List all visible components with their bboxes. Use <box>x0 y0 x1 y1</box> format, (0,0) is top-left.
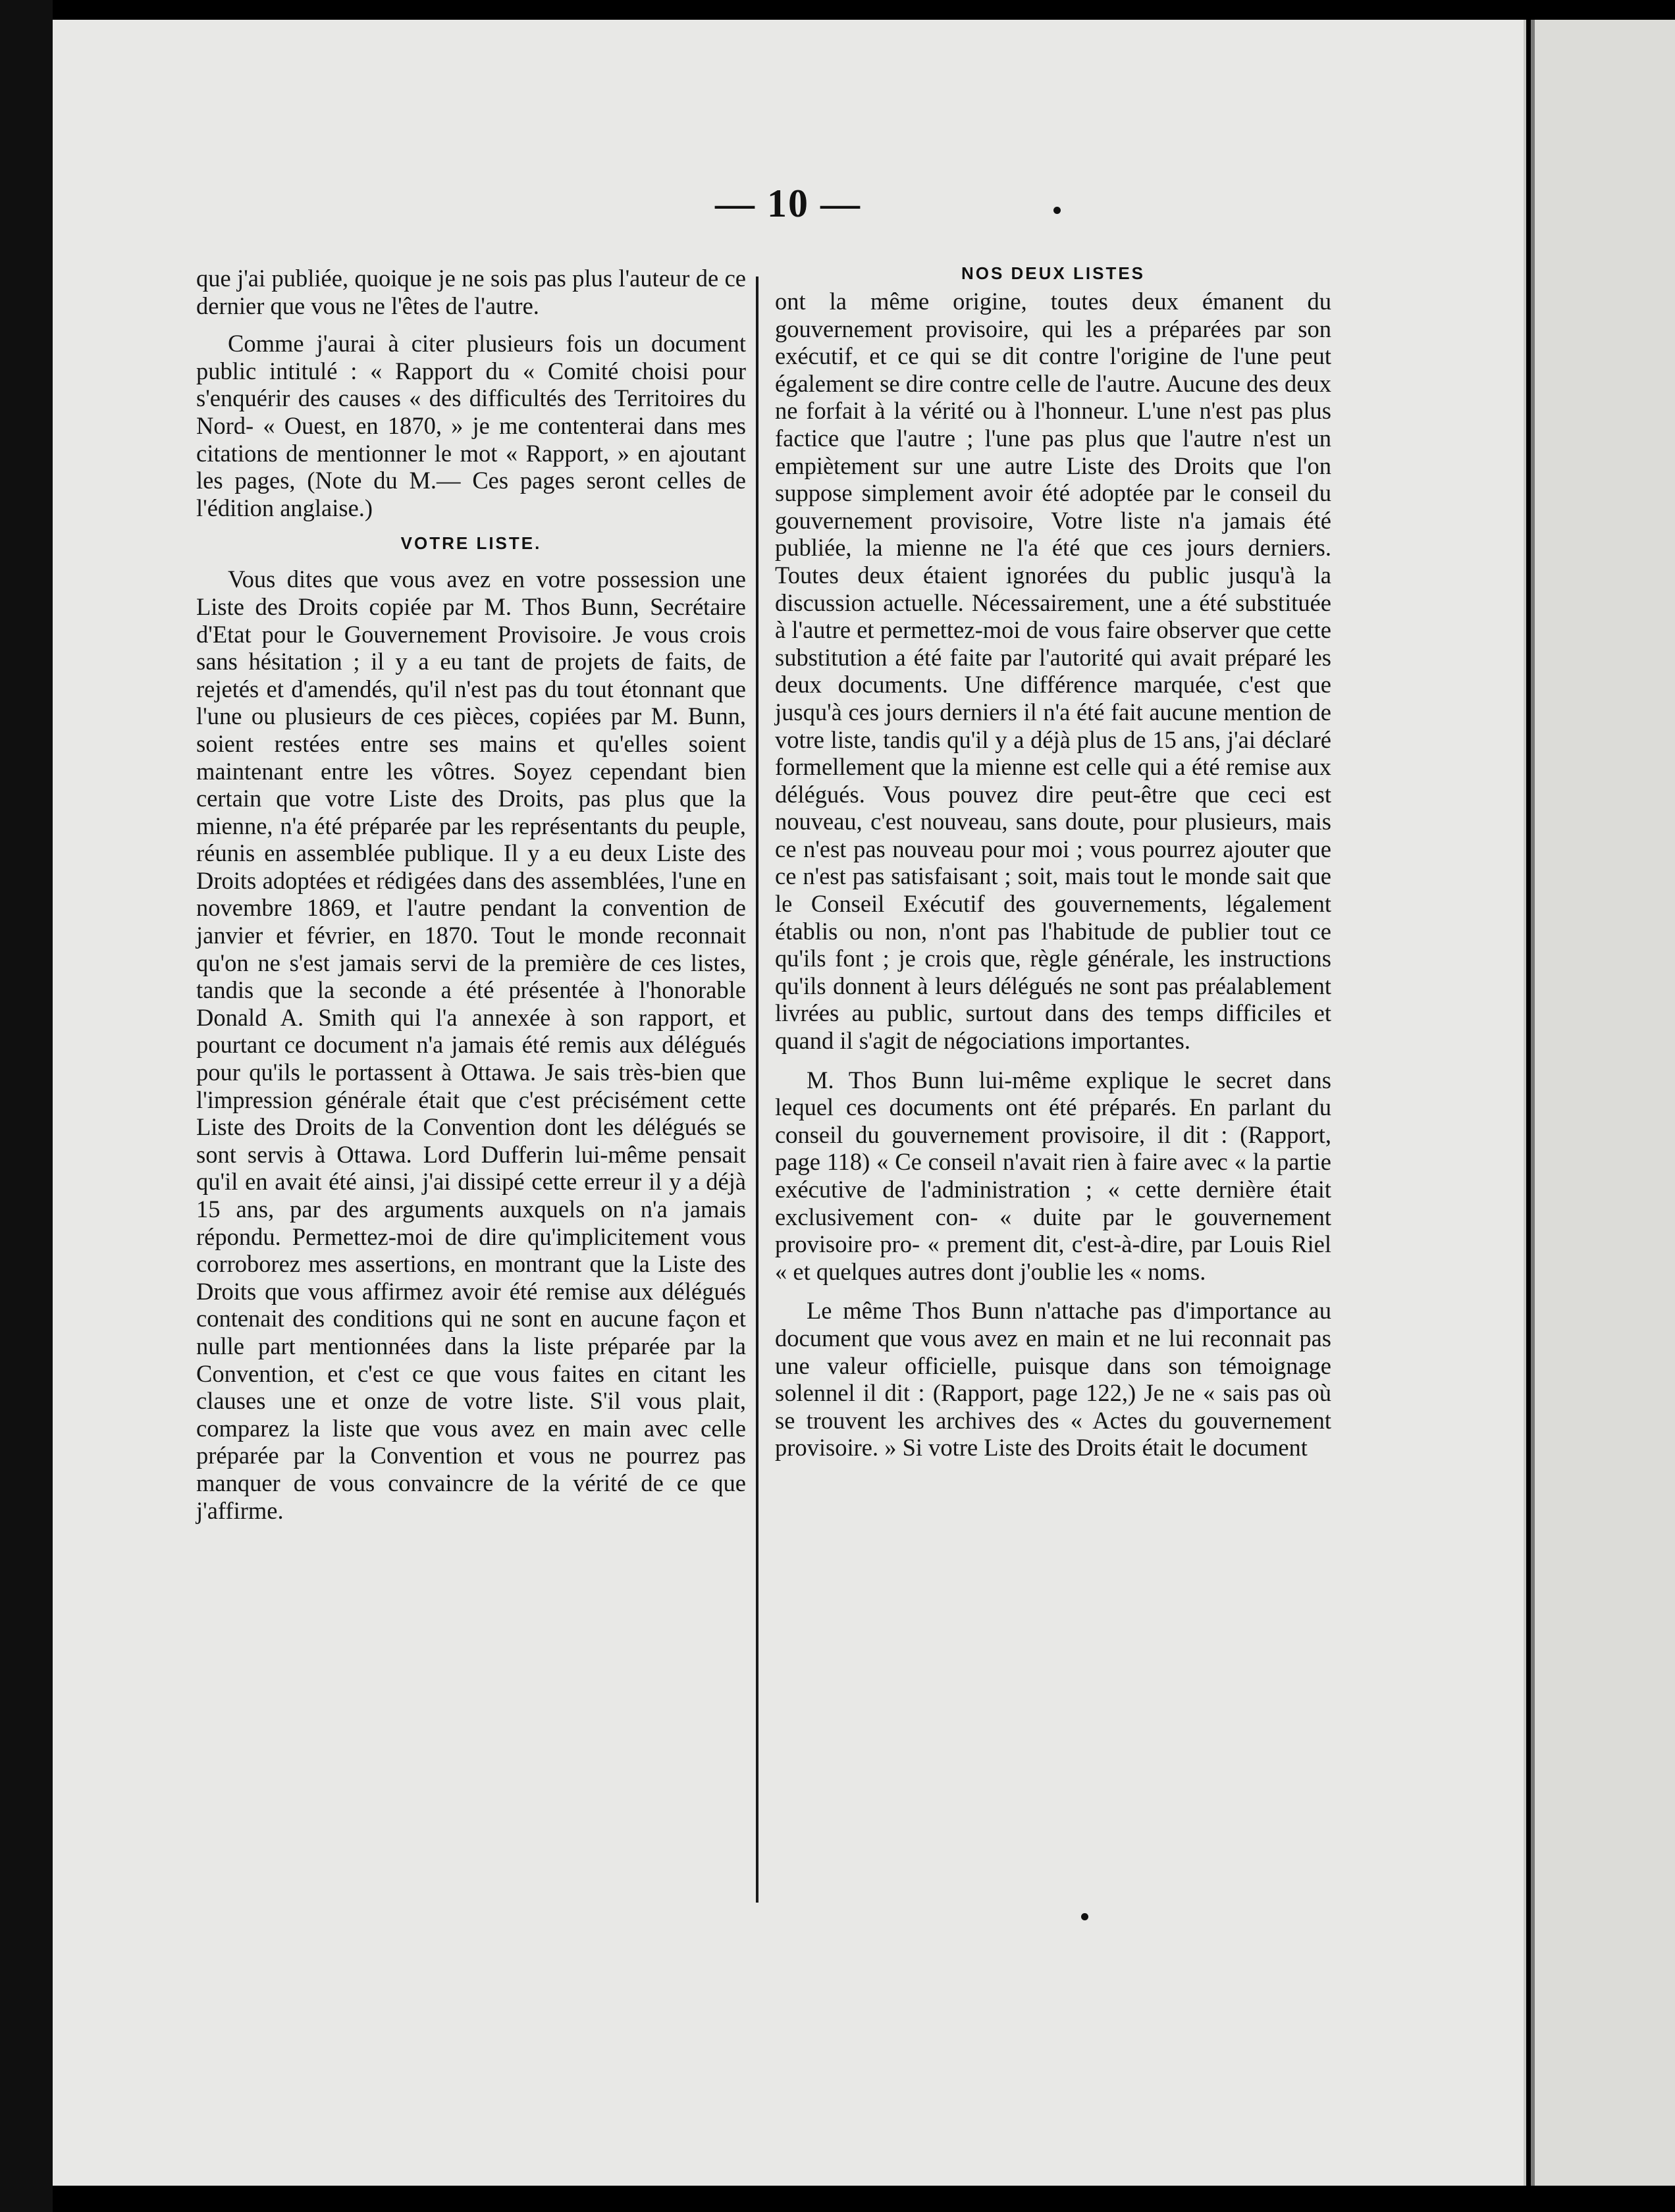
page-number: — 10 — <box>715 182 861 225</box>
left-paragraph-2: Comme j'aurai à citer plusieurs fois un document public intitulé : « Rapport du « Comité choisi pour s'enquérir des causes « des difficultés des Territoires du Nord- « Ouest, en 1870, » je me contenterai dans mes citations de mentionner le mot « Rapport, » en ajoutant les pages, (Note du M.— Ces pages seront celles de l'édition anglaise.) <box>196 330 746 521</box>
right-paragraph-3: Le même Thos Bunn n'attache pas d'importance au document que vous avez en main et ne lui reconnait pas une valeur officielle, puisque dans son témoignage solennel il dit : (Rapport, page 122,) Je ne « sais pas où se trouvent les archives des « Actes du gouvernement provisoire. » Si votre Liste des Droits était le document <box>775 1297 1331 1462</box>
right-column <box>775 258 1331 1473</box>
right-paragraph-2: M. Thos Bunn lui-même explique le secret dans lequel ces documents ont été préparés. En parlant du conseil du gouvernement provisoire, il dit : (Rapport, page 118) « Ce conseil n'avait rien à faire avec « la partie exécutive de l'administration ; « cette dernière était exclusivement con- « duite par le gouvernement provisoire pro- « prement dit, c'est-à-dire, par Louis Riel « et quelques autres dont j'oublie les « noms. <box>775 1066 1331 1285</box>
section-heading-votre-liste: VOTRE LISTE. <box>400 533 542 554</box>
section-heading-nos-deux-listes: NOS DEUX LISTES <box>961 263 1146 283</box>
right-paragraph-1: ont la même origine, toutes deux émanent du gouvernement provisoire, qui les a préparées par son exécutif, et ce qui se dit contre l'origine de l'une peut également se dire contre celle de l'autre. Aucune des deux ne forfait à la vérité ou à l'honneur. L'une n'est pas plus factice que l'autre ; l'une pas plus que l'autre n'est un empiètement sur une autre Liste des Droits que l'on suppose simplement avoir été adoptée par le conseil du gouvernement provisoire, Votre liste n'a jamais été publiée, la mienne ne l'a été que ces jours derniers. Toutes deux étaient ignorées du public jusqu'à la discussion actuelle. Nécessairement, une a été substituée à l'autre et permettez-moi de vous faire observer que cette substitution a été faite par l'autorité qui avait préparé les deux documents. Une différence marquée, c'est que jusqu'à ces jours derniers il n'a été fait aucune mention de votre liste, tandis qu'il y a déjà plus de 15 ans, j'ai déclaré formellement que la mienne est celle qui a été remise aux délégués. Vous pouvez dire peut-être que ceci est nouveau, c'est nouveau, sans doute, pour plusieurs, mais ce n'est pas nouveau pour moi ; vous pourrez ajouter que ce n'est pas satisfaisant ; soit, mais tout le monde sait que le Conseil Exécutif des gouvernements, légalement établis ou non, n'ont pas l'habitude de publier tout ce qu'ils font ; je crois que, règle générale, les instructions qu'ils donnent à leurs délégués ne sont pas préalablement livrées au public, surtout dans des temps difficiles et quand il s'agit de négociations importantes. <box>775 288 1331 1055</box>
document-page <box>53 20 1526 2186</box>
ink-dot <box>1053 207 1061 214</box>
column-divider <box>756 276 758 1903</box>
adjacent-page-edge <box>1531 20 1675 2186</box>
scan-border <box>0 0 53 2212</box>
left-paragraph-3: Vous dites que vous avez en votre possession une Liste des Droits copiée par M. Thos Bunn, Secrétaire d'Etat pour le Gouvernement Provisoire. Je vous crois sans hésitation ; il y a eu tant de projets de faits, de rejetés et d'amendés, qu'il n'est pas du tout étonnant que l'une ou plusieurs de ces pièces, copiées par M. Bunn, soient restées entre ses mains et qu'elles soient maintenant entre les vôtres. Soyez cependant bien certain que votre Liste des Droits, pas plus que la mienne, n'a été préparée par les représentants du peuple, réunis en assemblée publique. Il y a eu deux Liste des Droits adoptées et rédigées dans des assemblées, l'une en novembre 1869, et l'autre pendant la convention de janvier et février, en 1870. Tout le monde reconnait qu'on ne s'est jamais servi de la première de ces listes, tandis que la seconde a été présentée à l'honorable Donald A. Smith qui l'a annexée à son rapport, et pourtant ce document n'a jamais été remis aux délégués pour qu'ils le portassent à Ottawa. Je sais très-bien que l'impression générale était que c'est précisément cette Liste des Droits de la Convention dont les délégués se sont servis à Ottawa. Lord Dufferin lui-même pensait qu'il en avait été ainsi, j'ai dissipé cette erreur il y a déjà 15 ans, par des arguments auxquels on n'a jamais répondu. Permettez-moi de dire qu'implicitement vous corroborez mes assertions, en montrant que la Liste des Droits que vous affirmez avoir été remise aux délégués contenait des conditions qui ne sont en aucune façon et nulle part mentionnées dans la liste préparée par la Convention, et c'est ce que vous faites en citant les clauses une et onze de votre liste. S'il vous plait, comparez la liste que vous avez en main avec celle préparée par la Convention et vous ne pourrez pas manquer de vous convaincre de la vérité de ce que j'affirme. <box>196 566 746 1524</box>
ink-dot <box>1081 1913 1088 1920</box>
left-column <box>196 265 746 1536</box>
left-paragraph-1: que j'ai publiée, quoique je ne sois pas plus l'auteur de ce dernier que vous ne l'êtes de l'autre. <box>196 265 746 319</box>
